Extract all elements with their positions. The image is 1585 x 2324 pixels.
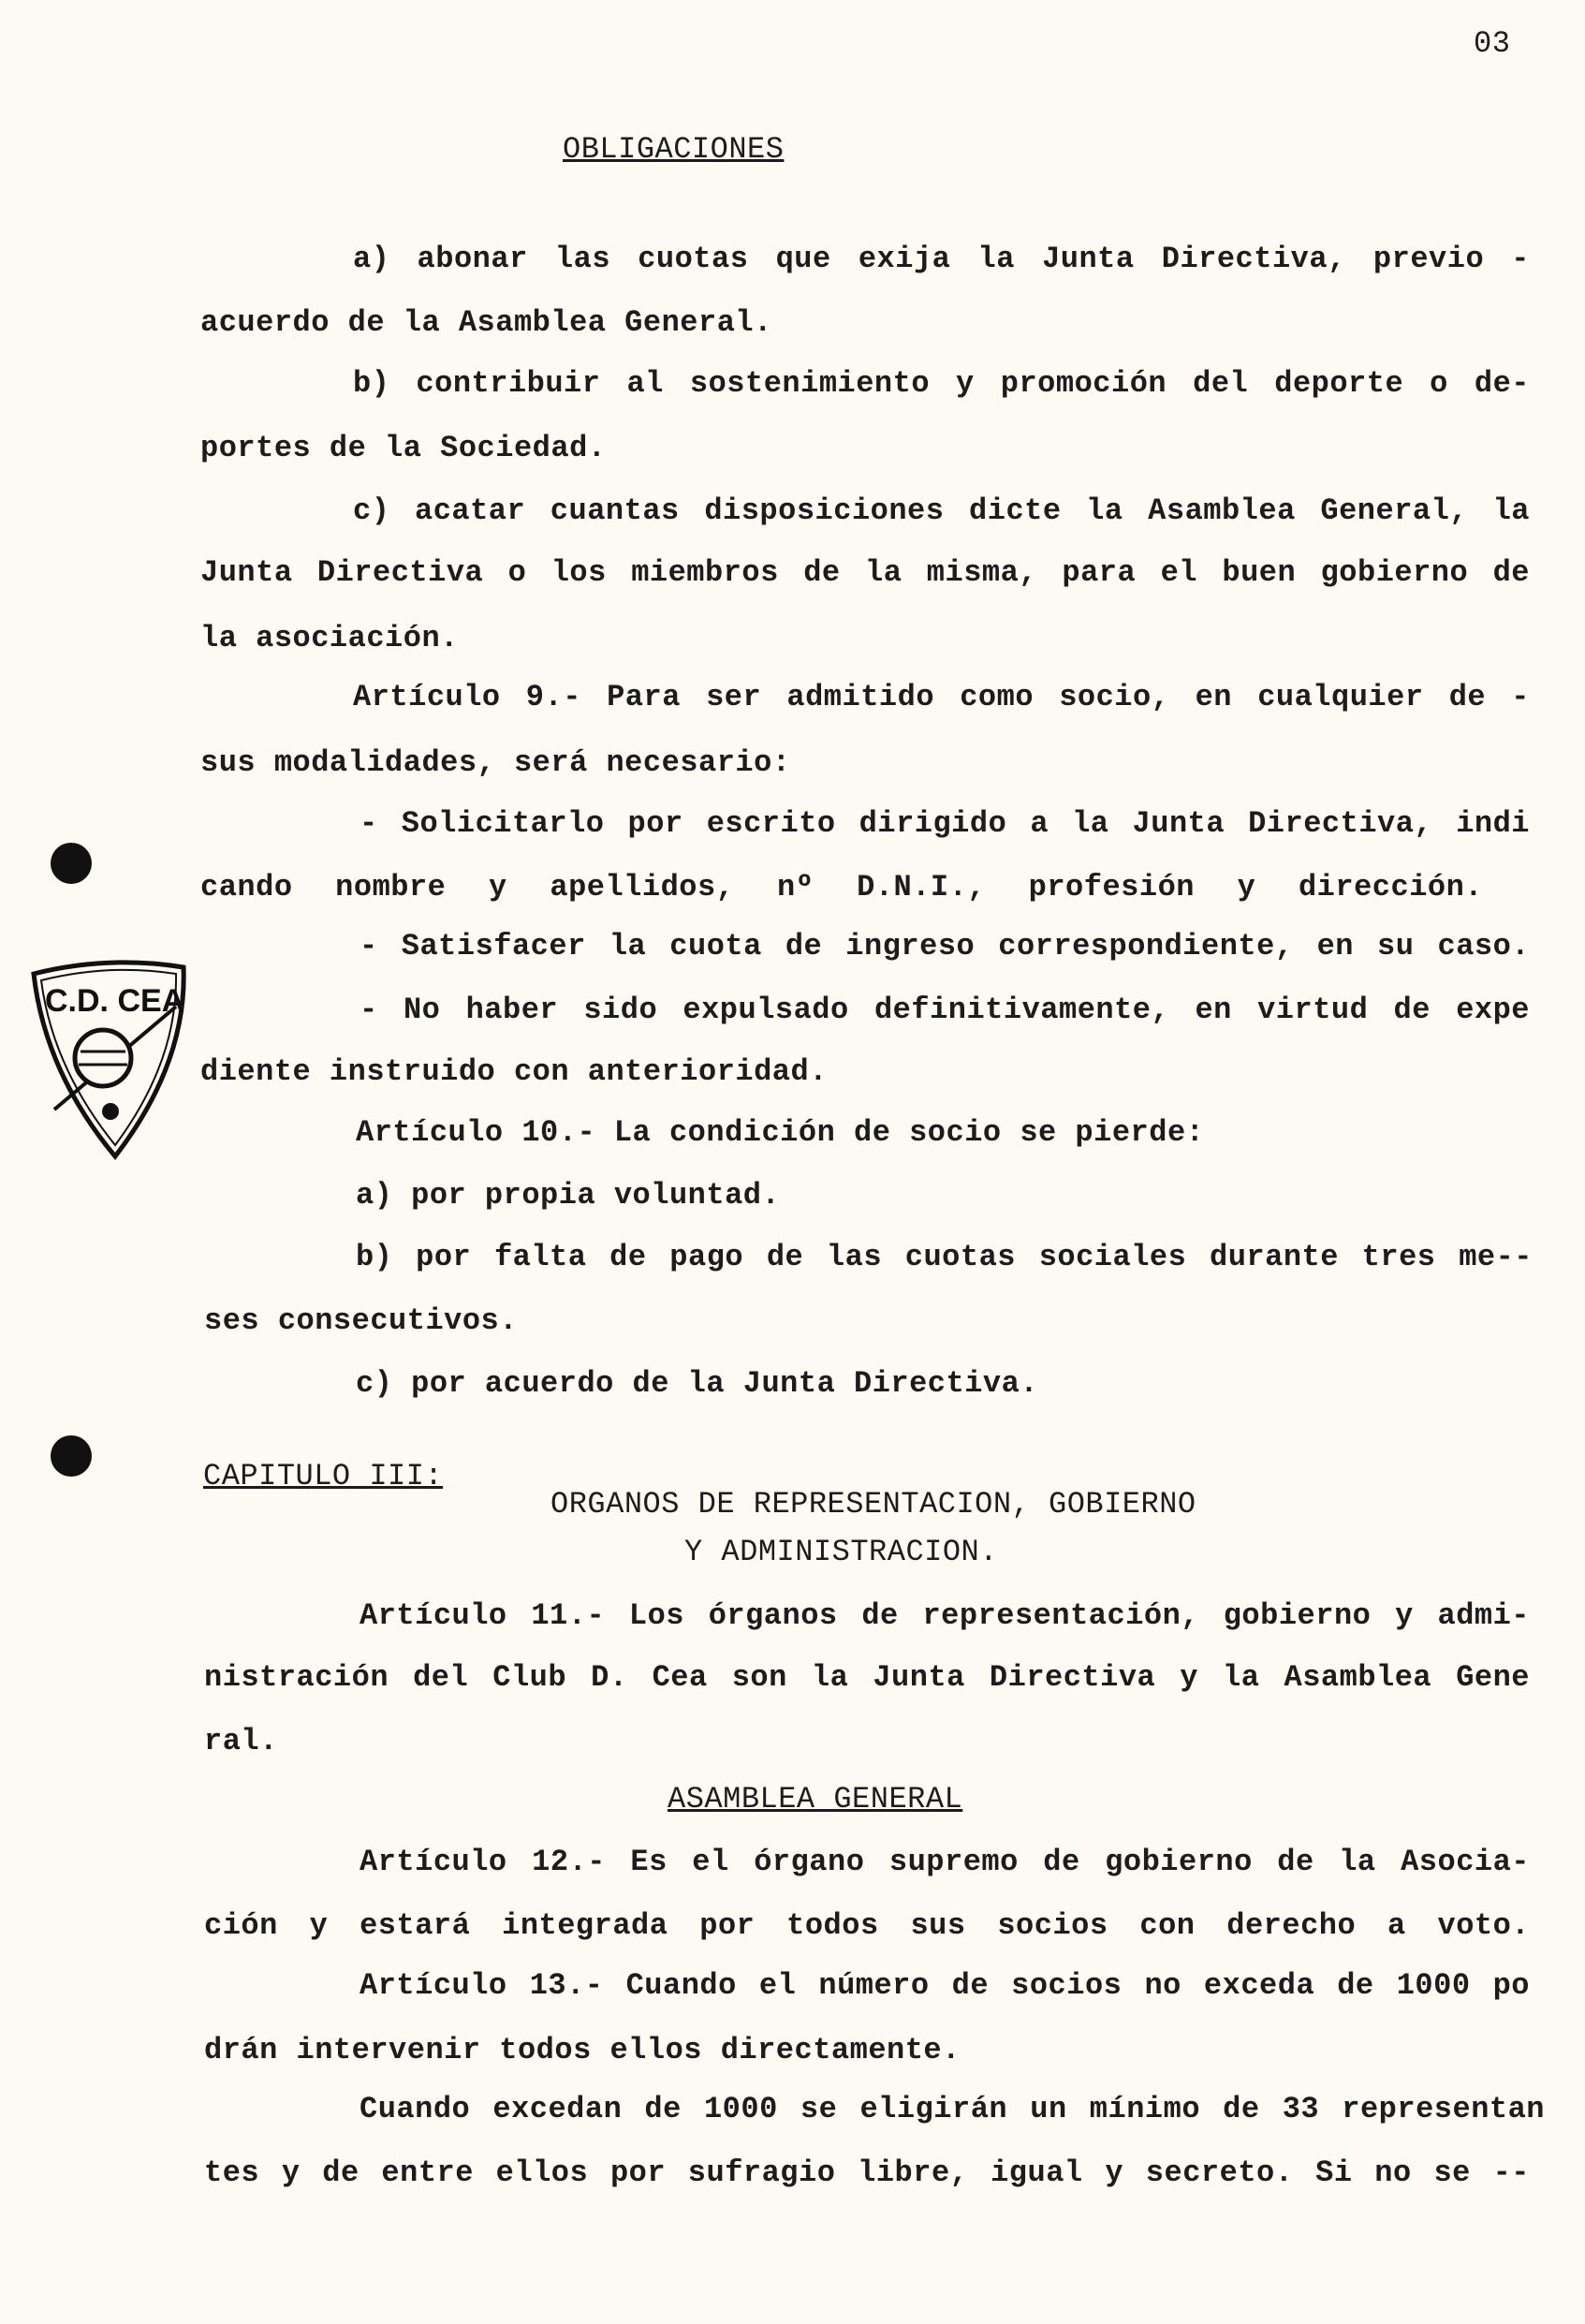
text-line: ral. <box>204 1724 278 1758</box>
text-line: Junta Directiva o los miembros de la misma, para el buen gobierno de <box>200 555 1530 590</box>
text-line: Artículo 11.- Los órganos de representación, gobierno y admi- <box>360 1598 1530 1633</box>
chapter-heading: CAPITULO III: <box>203 1459 444 1493</box>
text-line: b) por falta de pago de las cuotas sociales durante tres me-- <box>356 1240 1533 1274</box>
punch-hole <box>51 843 92 884</box>
chapter-title-line-1: ORGANOS DE REPRESENTACION, GOBIERNO <box>550 1487 1196 1522</box>
text-line: Artículo 13.- Cuando el número de socios no exceda de 1000 po <box>360 1968 1530 2003</box>
text-line: c) acatar cuantas disposiciones dicte la Asamblea General, la <box>353 493 1530 528</box>
text-line: - Satisfacer la cuota de ingreso correspondiente, en su caso. <box>360 929 1530 963</box>
text-line: portes de la Sociedad. <box>200 431 607 465</box>
text-line: la asociación. <box>200 621 459 655</box>
section-heading-obligaciones: OBLIGACIONES <box>563 132 785 167</box>
text-line: Artículo 9.- Para ser admitido como socio, en cualquier de - <box>353 680 1530 714</box>
section-heading-asamblea: ASAMBLEA GENERAL <box>668 1782 963 1817</box>
text-line: - Solicitarlo por escrito dirigido a la Junta Directiva, indi <box>360 806 1530 841</box>
svg-text:C.D. CEA: C.D. CEA <box>45 983 185 1019</box>
text-line: nistración del Club D. Cea son la Junta Directiva y la Asamblea Gene <box>204 1660 1530 1695</box>
text-line: ses consecutivos. <box>204 1303 518 1338</box>
text-line: drán intervenir todos ellos directamente. <box>204 2033 961 2067</box>
text-line: - No haber sido expulsado definitivamente, en virtud de expe <box>360 993 1530 1027</box>
punch-hole <box>51 1435 92 1477</box>
text-line: Cuando excedan de 1000 se eligirán un mínimo de 33 representan <box>360 2092 1545 2126</box>
club-seal-logo <box>26 950 190 1166</box>
text-line: c) por acuerdo de la Junta Directiva. <box>356 1366 1039 1401</box>
chapter-title-line-2: Y ADMINISTRACION. <box>684 1535 998 1569</box>
text-line: a) por propia voluntad. <box>356 1178 781 1213</box>
text-line: cando nombre y apellidos, nº D.N.I., profesión y dirección. <box>200 870 1483 905</box>
text-line: sus modalidades, será necesario: <box>200 745 791 780</box>
text-line: a) abonar las cuotas que exija la Junta Directiva, previo - <box>353 242 1530 276</box>
page-number: 03 <box>1474 26 1511 61</box>
text-line: Artículo 10.- La condición de socio se pierde: <box>356 1115 1205 1150</box>
text-line: Artículo 12.- Es el órgano supremo de gobierno de la Asocia- <box>360 1845 1530 1879</box>
text-line: acuerdo de la Asamblea General. <box>200 305 772 340</box>
text-line: diente instruido con anterioridad. <box>200 1054 828 1089</box>
text-line: tes y de entre ellos por sufragio libre, igual y secreto. Si no se -- <box>204 2155 1530 2190</box>
text-line: ción y estará integrada por todos sus socios con derecho a voto. <box>204 1908 1530 1943</box>
text-line: b) contribuir al sostenimiento y promoción del deporte o de- <box>353 366 1530 401</box>
